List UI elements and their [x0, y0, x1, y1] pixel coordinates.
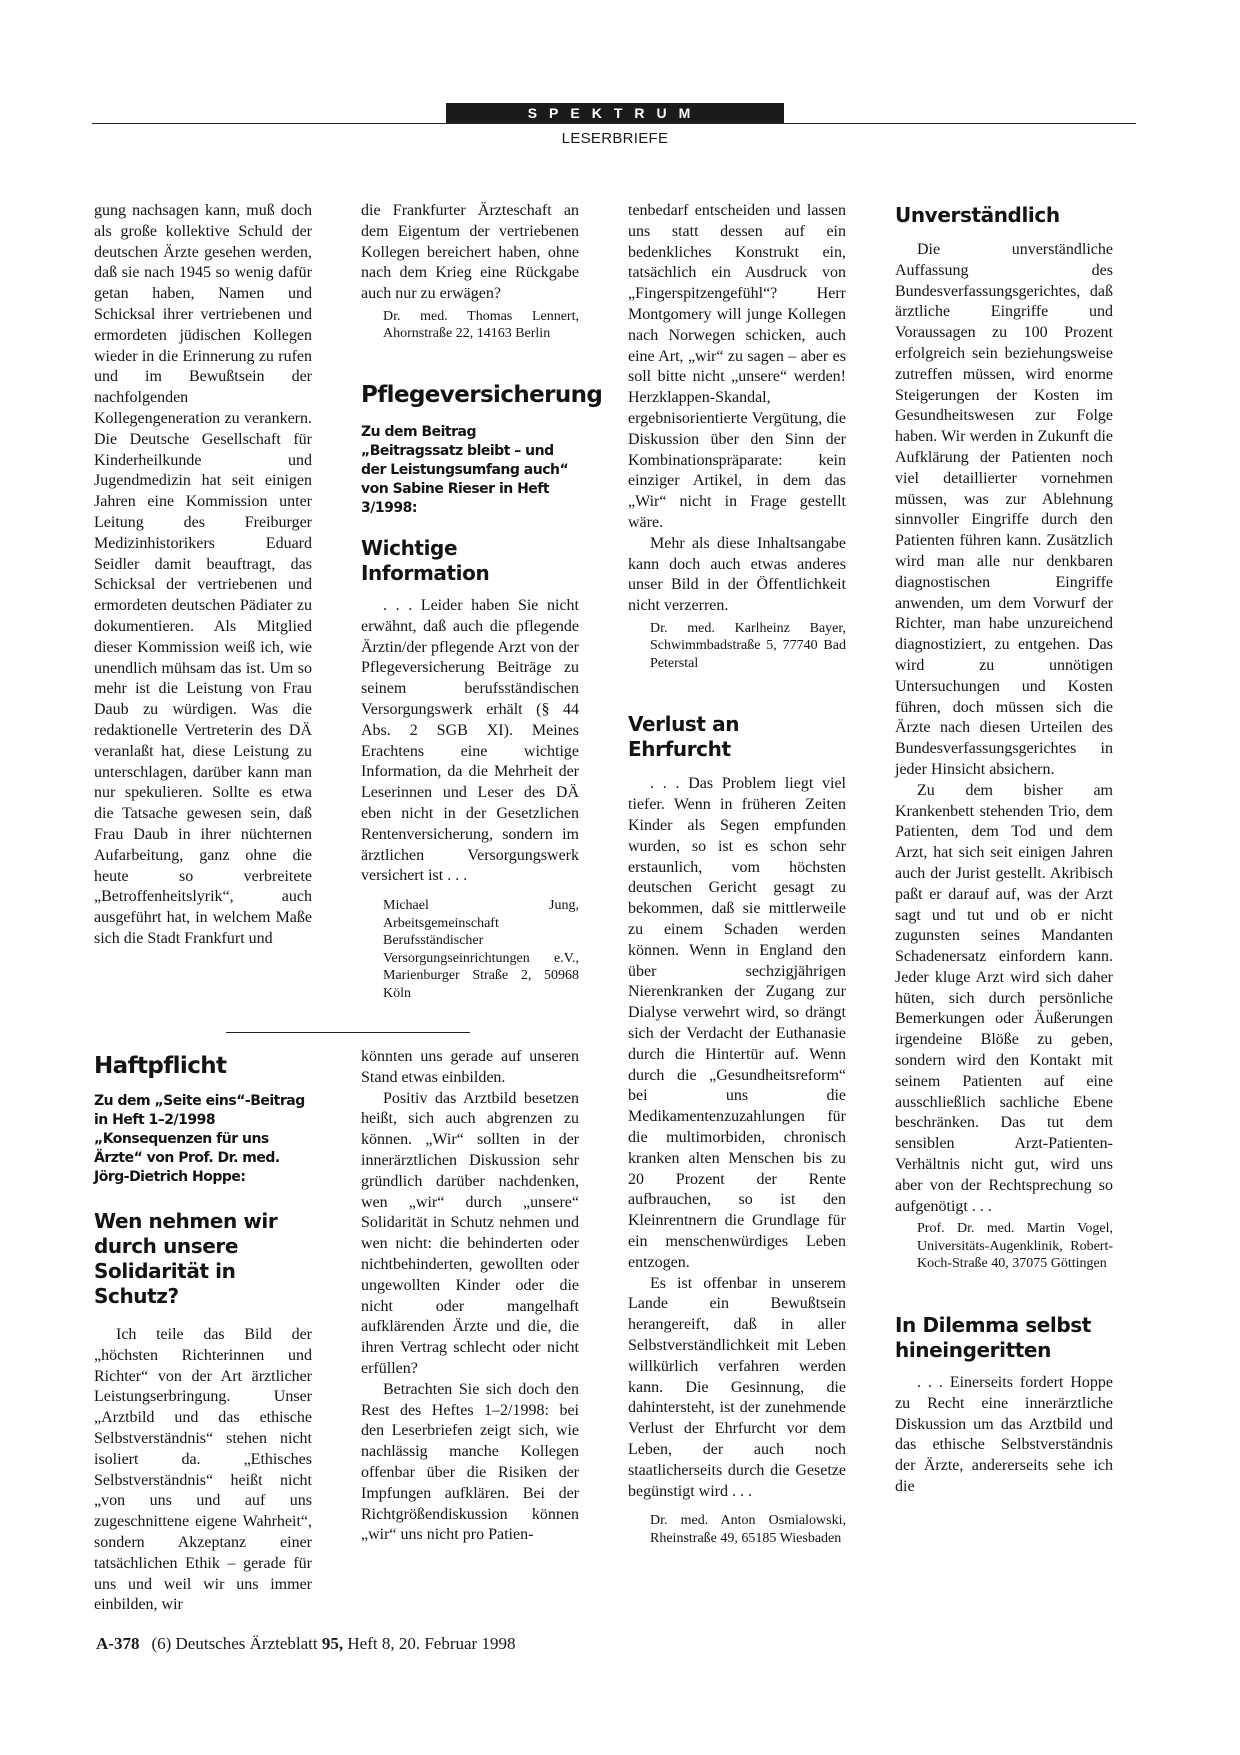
- header-rule: [92, 123, 1136, 124]
- body-paragraph: . . . Einerseits fordert Hoppe zu Recht eine innerärztliche Diskussion um das Arztbild und das ethische Selbstverständnis der Ärzte, andererseits sehe ich die: [895, 1373, 1113, 1495]
- body-paragraph: gung nachsagen kann, muß doch als große kollektive Schuld der deutschen Ärzte gesehen werden, daß sie nach 1945 so wenig dafür getan haben, Namen und Schicksal ihrer vertriebenen und ermordeten jüdischen Kollegen wieder in die Erinnerung zu rufen und im Bewußtsein der nachfolgenden Kollegengeneration zu verankern. Die Deutsche Gesellschaft für Kinderheilkunde und Jugendmedizin hat seit einigen Jahren eine Kommission unter Leitung des Freiburger Medizinhistorikers Eduard Seidler damit beauftragt, das Schicksal der vertriebenen und ermordeten deutschen Pädiater zu dokumentieren. Als Mitglied dieser Kommission weiß ich, wie unendlich mühsam das ist. Um so mehr ist die Leistung von Frau Daub zu würdigen. Was die redaktionelle Vertreterin des DÄ veranlaßt hat, diese Leistung zu unterschlagen, darüber kann man nur spekulieren. Sollte es etwa die Tatsache gewesen sein, daß Frau Daub in ihrer nüchternen Aufarbeitung, ganz ohne die heute so verbreitete „Betroffenheitslyrik“, auch ausgeführt hat, in welchem Maße sich die Stadt Frankfurt und: [94, 202, 312, 947]
- footer-issue-prefix: (6) Deutsches Ärzteblatt: [151, 1634, 322, 1653]
- column-4: [895, 203, 1113, 1498]
- section-subtitle: LESERBRIEFE: [561, 130, 669, 147]
- letter-signature: Prof. Dr. med. Martin Vogel, Universitäts-Augenklinik, Robert-Koch-Straße 40, 37075 Göttingen: [917, 1221, 1113, 1272]
- body-paragraph: . . . Leider haben Sie nicht erwähnt, daß auch die pflegende Ärztin/der pflegende Arzt von der Pflegeversicherung Beiträge zu seinem berufsständischen Versorgungswerk erhält (§ 44 Abs. 2 SGB XI). Meines Erachtens eine wichtige Information, da die Mehrheit der Leserinnen und Leser des DÄ eben nicht in der Gesetzlichen Rentenversicherung, sondern im ärztlichen Versorgungswerk versichert ist . . .: [361, 596, 579, 885]
- body-paragraph: tenbedarf entscheiden und lassen uns statt dessen auf ein bedenkliches Konstrukt ein, tatsächlich ein Ausdruck von „Fingerspitzengefühl“? Herr Montgomery will junge Kollegen nach Norwegen schicken, auch eine Art, „wir“ zu sagen – aber es soll bitte nicht „unsere“ werden! Herzklappen-Skandal, ergebnisorientierte Vergütung, die Diskussion über den Sinn der Kombinationspräparate: kein einziger Artikel, in dem das „Wir“ nicht in Frage gestellt wäre.: [628, 202, 846, 531]
- topic-lead: Zu dem „Seite eins“-Beitrag in Heft 1–2/1998 „Konsequenzen für uns Ärzte“ von Prof. Dr. med. Jörg-Dietrich Hoppe:: [94, 1093, 305, 1185]
- article-separator: [226, 1032, 470, 1033]
- body-paragraph: Es ist offenbar in unserem Lande ein Bewußtsein herangereift, daß in aller Selbstverständlichkeit mit Leben willkürlich verfahren werden kann. Die Gesinnung, die dahintersteht, ist der zunehmende Verlust der Ehrfurcht vor dem Leben, der auch noch staatlicherseits durch die Gesetze begünstigt wird . . .: [628, 1274, 846, 1500]
- column-3: [628, 201, 846, 1547]
- body-paragraph: Mehr als diese Inhaltsangabe kann doch auch etwas anderes unser Bild in der Öffentlichkeit nicht verzerren.: [628, 534, 846, 615]
- letter-title: Verlust an Ehrfurcht: [628, 712, 740, 762]
- topic-heading: Pflegeversicherung: [361, 381, 603, 408]
- letter-signature: Dr. med. Thomas Lennert, Ahornstraße 22, 14163 Berlin: [383, 308, 579, 342]
- letter-signature: Dr. med. Anton Osmialowski, Rheinstraße 49, 65185 Wiesbaden: [650, 1513, 846, 1546]
- page-footer: [96, 1634, 515, 1654]
- body-paragraph: Betrachten Sie sich doch den Rest des Heftes 1–2/1998: bei den Leserbriefen zeigt sich, wie nachlässig manche Kollegen offenbar über die Risiken der Impfungen aufklären. Bei der Richtgrößendiskussion können „wir“ uns nicht pro Patien-: [361, 1380, 579, 1544]
- column-1-bottom: [94, 1052, 312, 1616]
- letter-signature: Michael Jung, Arbeitsgemeinschaft Berufsständischer Versorgungseinrichtungen e.V., Marienburger Straße 2, 50968 Köln: [383, 898, 579, 1001]
- body-paragraph: Die unverständliche Auffassung des Bundesverfassungsgerichtes, daß ärztliche Eingriffe und Voraussagen zu 100 Prozent erfolgreich sein beziehungsweise zutreffen müssen, wird enorme Steigerungen der Kosten im Gesundheitswesen zur Folge haben. Wir werden in Zukunft die Aufklärung der Patienten noch viel detaillierter vornehmen müssen, was zur Ablehnung sinnvoller Eingriffe durch den Patienten führen kann. Zusätzlich wird man alle nur denkbaren diagnostischen Eingriffe anwenden, um dem Vorwurf der Richter, man habe unzureichend diagnostiziert, zu entgehen. Das wird zu unnötigen Untersuchungen und Kosten führen, doch müssen sich die Ärzte nach diesen Urteilen des Bundesverfassungsgerichtes in jeder Hinsicht absichern.: [895, 241, 1113, 778]
- column-2-top: [361, 201, 603, 1002]
- body-paragraph: Positiv das Arztbild besetzen heißt, sich auch abgrenzen zu können. „Wir“ sollten in der innerärztlichen Diskussion sehr gründlich darüber nachdenken, wen „wir“ durch „unsere“ Solidarität in Schutz nehmen und wen nicht: die behinderten oder nichtbehinderten, gewollten oder ungewollten Kinder oder die nicht oder mangelhaft aufklärenden Ärzte und die, die ihren Vertrag schlecht oder nicht erfüllen?: [361, 1089, 579, 1377]
- page-number: A-378: [96, 1634, 140, 1653]
- body-paragraph: die Frankfurter Ärzteschaft an dem Eigentum der vertriebenen Kollegen bereichert haben, ohne nach dem Krieg eine Rückgabe auch nur zu erwägen?: [361, 202, 579, 303]
- letter-title: Wichtige Information: [361, 535, 490, 585]
- letter-title: Unverständlich: [895, 203, 1060, 227]
- footer-volume: 95,: [321, 1634, 344, 1653]
- topic-heading: Haftpflicht: [94, 1053, 227, 1079]
- body-paragraph: . . . Das Problem liegt viel tiefer. Wenn in früheren Zeiten Kinder als Segen empfunden wurden, so ist es schon sehr erstaunlich, vom höchsten deutschen Gericht gesagt zu bekommen, daß sie mittlerweile zu einem Schaden werden können. Wenn in England den über sechzigjährigen Nierenkranken der Zugang zur Dialyse verwehrt wird, so drängt sich der Verdacht der Euthanasie durch die Hintertür auf. Wenn durch die „Gesundheitsreform“ bei uns die Medikamentenzuzahlungen für die multimorbiden, chronisch kranken alten Menschen bis zu 20 Prozent der Rente aufbrauchen, so ist den Kleinrentnern die Grundlage für ein menschenwürdiges Leben entzogen.: [628, 775, 846, 1271]
- body-paragraph: könnten uns gerade auf unseren Stand etwas einbilden.: [361, 1048, 579, 1086]
- footer-issue-suffix: Heft 8, 20. Februar 1998: [343, 1634, 516, 1653]
- topic-lead: Zu dem Beitrag „Beitragssatz bleibt – und der Leistungsumfang auch“ von Sabine Rieser in Heft 3/1998:: [361, 423, 569, 516]
- letter-title: Wen nehmen wir durch unsere Solidarität in Schutz?: [94, 1209, 278, 1308]
- body-paragraph: Zu dem bisher am Krankenbett stehenden Trio, dem Patienten, dem Tod und dem Arzt, hat sich seit einigen Jahren auch der Jurist gestellt. Akribisch paßt er darauf auf, was der Arzt sagt und tut und ob er nicht zugunsten seines Mandanten Schadenersatz einfordern kann. Jeder kluge Arzt wird sich daher hüten, sich durch persönliche Bemerkungen oder Äußerungen irgendeine Blöße zu geben, sondern wird den Kontakt mit seinem Patienten auf eine ausschließlich sachliche Ebene beschränken. Das tut dem sensiblen Arzt-Patienten-Verhältnis nicht gut, wird uns aber von der Rechtsprechung so aufgenötigt . . .: [895, 781, 1113, 1215]
- column-2-bottom: [361, 1047, 579, 1546]
- column-1-top: [94, 201, 312, 950]
- letter-title: In Dilemma selbst hineingeritten: [895, 1312, 1091, 1362]
- section-banner: SPEKTRUM: [446, 103, 784, 124]
- letter-signature: Dr. med. Karlheinz Bayer, Schwimmbadstraße 5, 77740 Bad Peterstal: [650, 620, 846, 671]
- body-paragraph: Ich teile das Bild der „höchsten Richterinnen und Richter“ von der Art ärztlicher Leistungserbringung. Unser „Arztbild und das ethische Selbstverständnis“ stehen nicht isoliert da. „Ethisches Selbstverständnis“ heißt nicht „von uns und auf uns zugeschnittene eigene Wahrheit“, sondern Akzeptanz einer tatsächlichen Ethik – gerade für uns und weil wir uns immer einbilden, wir: [94, 1326, 312, 1614]
